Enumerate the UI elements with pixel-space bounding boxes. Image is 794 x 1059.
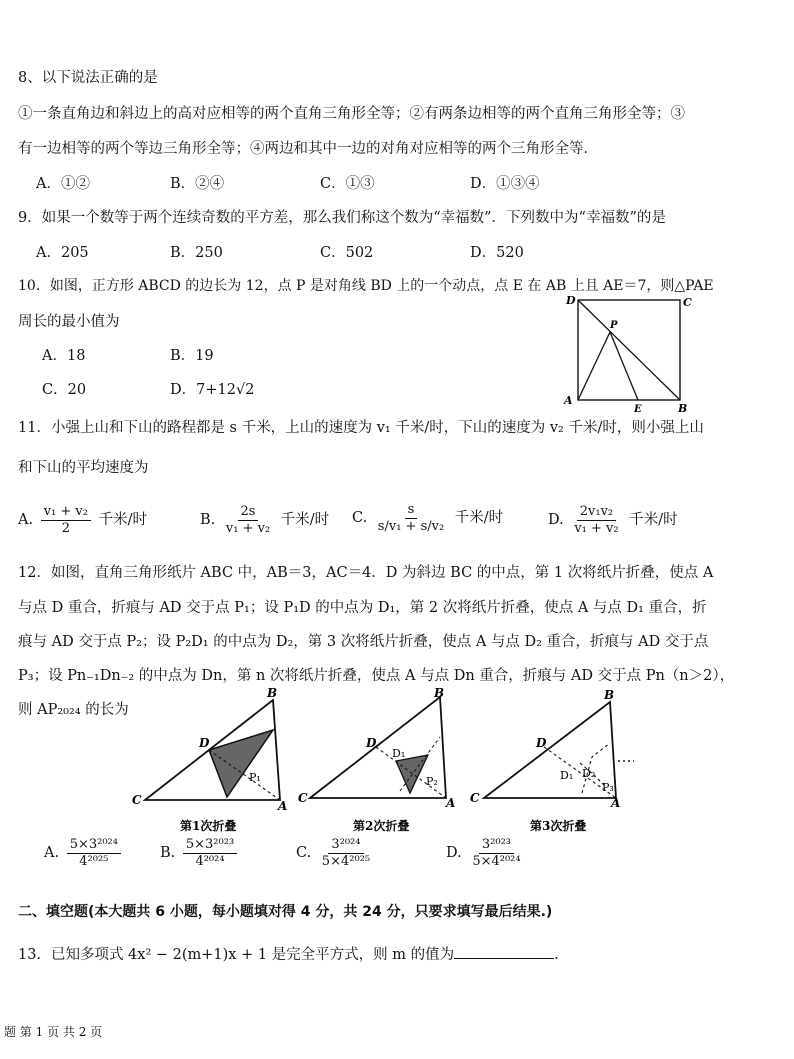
q10-stem-line2: 周长的最小值为 <box>18 314 120 330</box>
q8-statement-line2: 有一边相等的两个等边三角形全等；④两边和其中一边的对角对应相等的两个三角形全等． <box>18 141 598 157</box>
q12-option-d: D. $\frac{\text{3²⁰²³}}{\text{5×4²⁰²⁴}}$ <box>446 833 527 873</box>
q11-d-fraction: $\frac{\text{2v₁v₂}}{\text{v₁ + v₂}}$ <box>574 503 619 536</box>
diagonal-bd <box>578 300 680 400</box>
q10-stem-line1: 10．如图，正方形 ABCD 的边长为 12，点 P 是对角线 BD 上的一个动点，点 E 在 AB 上且 AE＝7，则△PAE <box>18 278 714 294</box>
q11-option-b: B. $\frac{2s}{\text{v₁ + v₂}}$ 千米/时 <box>200 503 330 536</box>
q11-option-d: D. $\frac{\text{2v₁v₂}}{\text{v₁ + v₂}}$ 千米/时 <box>548 503 678 536</box>
label-b: B <box>678 402 688 414</box>
fig2-label-b: B <box>434 686 445 700</box>
fig2-caption: 第2次折叠 <box>353 819 410 833</box>
q12-figure-3 <box>470 685 650 833</box>
q9-option-c: C．502 <box>320 245 374 261</box>
section-2-heading: 二、填空题(本大题共 6 小题，每小题填对得 4 分，共 24 分，只要求填写最后结果.) <box>18 904 553 920</box>
q8-option-d: D．①③④ <box>470 176 540 192</box>
q8-option-a: A．①② <box>36 176 90 192</box>
fig1-label-b: B <box>267 686 278 700</box>
fig3-label-d: D <box>536 736 547 750</box>
folded-flap-1 <box>209 730 273 797</box>
page-footer: 题 第 1 页 共 2 页 <box>4 1025 103 1039</box>
label-a: A <box>564 394 573 407</box>
q11-stem-line1: 11．小强上山和下山的路程都是 s 千米，上山的速度为 v₁ 千米/时，下山的速度为 v₂ 千米/时，则小强上山 <box>18 420 704 436</box>
fig1-label-c: C <box>132 793 142 807</box>
q10-option-a: A．18 <box>42 348 86 364</box>
q9-option-b: B．250 <box>170 245 223 261</box>
label-c: C <box>683 296 692 309</box>
q12-figure-1 <box>125 685 295 833</box>
q11-b-fraction: $\frac{2s}{\text{v₁ + v₂}}$ <box>225 503 271 536</box>
fig2-label-d1: D₁ <box>392 747 406 760</box>
q12-c-fraction: $\frac{\text{3²⁰²⁴}}{\text{5×4²⁰²⁵}}$ <box>321 836 371 869</box>
fig3-label-b: B <box>604 688 615 702</box>
q12-stem-line1: 12．如图，直角三角形纸片 ABC 中，AB＝3，AC＝4．D 为斜边 BC 的中点，第 1 次将纸片折叠，使点 A <box>18 565 714 581</box>
q11-option-c: C. $\frac{s}{\text{s/v₁ + s/v₂}}$ 千米/时 <box>352 501 504 534</box>
fig1-label-d: D <box>199 736 210 750</box>
q11-stem-line2: 和下山的平均速度为 <box>18 460 149 476</box>
q9-option-a: A．205 <box>36 245 89 261</box>
q12-d-fraction: $\frac{\text{3²⁰²³}}{\text{5×4²⁰²⁴}}$ <box>472 836 521 869</box>
q12-option-b: B. $\frac{\text{5×3²⁰²³}}{\text{4²⁰²⁴}}$ <box>160 833 240 873</box>
q10-option-d: D．7+12√2 <box>170 382 255 398</box>
q9-option-d: D．520 <box>470 245 524 261</box>
triangle-abc-3 <box>484 702 616 798</box>
q11-c-fraction: $\frac{s}{\text{s/v₁ + s/v₂}}$ <box>377 501 445 534</box>
fig1-label-p1: P₁ <box>249 771 261 784</box>
q12-option-a: A. $\frac{\text{5×3²⁰²⁴}}{\text{4²⁰²⁵}}$ <box>44 833 124 873</box>
q12-option-c: C. $\frac{\text{3²⁰²⁴}}{\text{5×4²⁰²⁵}}$ <box>296 833 376 873</box>
fig3-label-p3: P₃ <box>602 781 614 794</box>
q13-stem: 13．已知多项式 4x² − 2(m+1)x + 1 是完全平方式，则 m 的值为 . <box>18 944 559 965</box>
q8-option-c: C．①③ <box>320 176 375 192</box>
fig3-label-d2: D₂ <box>582 767 596 780</box>
q9-stem: 9．如果一个数等于两个连续奇数的平方差，那么我们称这个数为“幸福数”．下列数中为“幸福数”的是 <box>18 210 666 226</box>
q10-option-c: C．20 <box>42 382 87 398</box>
q13-answer-blank[interactable] <box>454 944 554 959</box>
fig3-caption: 第3次折叠 <box>530 819 587 833</box>
fig3-label-c: C <box>470 791 480 805</box>
q12-a-fraction: $\frac{\text{5×3²⁰²⁴}}{\text{4²⁰²⁵}}$ <box>67 837 121 870</box>
q12-stem-line5: 则 AP₂₀₂₄ 的长为 <box>18 702 129 718</box>
q12-stem-line4: P₃；设 Pn₋₁Dn₋₂ 的中点为 Dn，第 n 次将纸片折叠，使点 A 与点 Dn 重合，折痕与 AD 交于点 Pn（n＞2）， <box>18 668 735 684</box>
q11-a-fraction: $\frac{\text{v₁ + v₂}}{2}$ <box>41 504 91 537</box>
fig3-label-a: A <box>611 796 621 810</box>
q10-square-figure <box>560 292 700 414</box>
fig1-label-a: A <box>278 799 288 813</box>
q12-stem-line2: 与点 D 重合，折痕与 AD 交于点 P₁；设 P₁D 的中点为 D₁，第 2 次将纸片折叠，使点 A 与点 D₁ 重合，折 <box>18 600 707 616</box>
q10-option-b: B．19 <box>170 348 214 364</box>
fig2-label-d: D <box>366 736 377 750</box>
segment-pe <box>610 332 638 400</box>
label-e: E <box>634 404 642 414</box>
label-d: D <box>566 294 576 307</box>
q8-statement-line1: ①一条直角边和斜边上的高对应相等的两个直角三角形全等；②有两条边相等的两个直角三角形全等；③ <box>18 106 685 122</box>
fig2-label-a: A <box>446 796 456 810</box>
q8-stem: 8、以下说法正确的是 <box>18 70 158 86</box>
fig1-caption: 第1次折叠 <box>180 819 237 833</box>
q12-b-fraction: $\frac{\text{5×3²⁰²³}}{\text{4²⁰²⁴}}$ <box>183 837 237 870</box>
fig2-label-c: C <box>298 791 308 805</box>
q12-figure-2 <box>298 685 468 833</box>
q11-option-a: A. $\frac{\text{v₁ + v₂}}{2}$ 千米/时 <box>18 503 147 536</box>
fig2-label-p2: P₂ <box>426 775 438 788</box>
segment-pa <box>578 332 610 400</box>
label-p: P <box>610 320 618 331</box>
fig3-label-d1: D₁ <box>560 769 574 782</box>
q12-stem-line3: 痕与 AD 交于点 P₂；设 P₂D₁ 的中点为 D₂，第 3 次将纸片折叠，使点 A 与点 D₂ 重合，折痕与 AD 交于点 <box>18 634 709 650</box>
q8-option-b: B．②④ <box>170 176 225 192</box>
